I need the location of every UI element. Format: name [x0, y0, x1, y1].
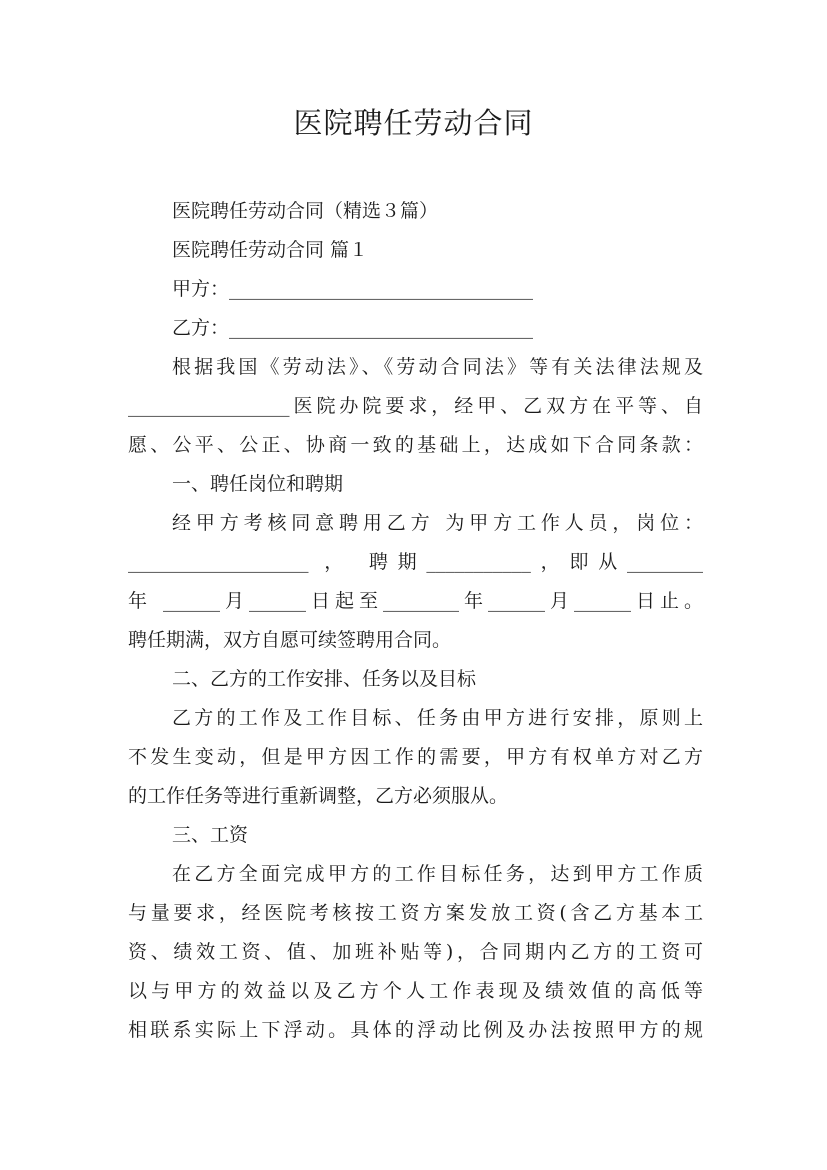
document-title: 医院聘任劳动合同	[293, 106, 534, 140]
preamble-line-2: _________________医院办院要求，经甲、乙双方在平等、自	[128, 395, 703, 417]
section-2-line-3: 的工作任务等进行重新调整，乙方必须服从。	[128, 785, 509, 807]
section-2-line-2: 不发生变动，但是甲方因工作的需要，甲方有权单方对乙方	[128, 746, 703, 768]
section-1-line-1: 经甲方考核同意聘用乙方 为甲方工作人员，岗位：	[172, 512, 703, 534]
party-a-line: 甲方：________________________________	[172, 278, 534, 300]
section-1-line-4: 聘任期满，双方自愿可续签聘用合同。	[128, 629, 452, 651]
section-heading-2: 二、乙方的工作安排、任务以及目标	[172, 668, 477, 690]
party-b-line: 乙方：________________________________	[172, 317, 534, 339]
preamble-line-3: 愿、公平、公正、协商一致的基础上，达成如下合同条款：	[128, 434, 703, 456]
section-heading-1: 一、聘任岗位和聘期	[172, 473, 344, 495]
section-2-line-1: 乙方的工作及工作目标、任务由甲方进行安排，原则上	[172, 707, 703, 729]
subtitle-part-one: 医院聘任劳动合同 篇１	[172, 239, 369, 261]
section-1-line-3: 年 ______月______日起至________年______月______日止。	[128, 590, 703, 612]
section-3-line-3: 资、绩效工资、值、加班补贴等)，合同期内乙方的工资可	[128, 941, 703, 963]
section-3-line-1: 在乙方全面完成甲方的工作目标任务，达到甲方工作质	[172, 863, 703, 885]
section-1-line-2: ___________________ ， 聘期___________，即从________	[128, 551, 703, 573]
section-3-line-4: 以与甲方的效益以及乙方个人工作表现及绩效值的高低等	[128, 980, 703, 1002]
section-heading-3: 三、工资	[172, 824, 249, 846]
section-3-line-5: 相联系实际上下浮动。具体的浮动比例及办法按照甲方的规	[128, 1019, 703, 1041]
preamble-line-1: 根据我国《劳动法》、《劳动合同法》等有关法律法规及	[172, 356, 703, 378]
section-3-line-2: 与量要求，经医院考核按工资方案发放工资(含乙方基本工	[128, 902, 703, 924]
subtitle-collection: 医院聘任劳动合同（精选３篇）	[172, 200, 439, 222]
